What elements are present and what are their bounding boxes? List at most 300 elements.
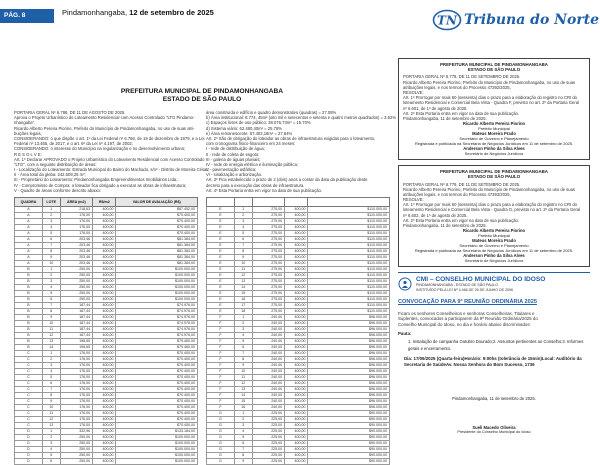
table-cell: $96.000,00 — [308, 333, 390, 339]
table-cell: 8 — [234, 357, 252, 363]
table-cell: 400,00 — [285, 369, 308, 375]
table-cell: 400,00 — [93, 267, 116, 273]
table-cell: 2 — [234, 417, 252, 423]
table-cell: E — [207, 207, 235, 213]
table-cell: 18 — [234, 309, 252, 315]
table-cell: 17 — [234, 303, 252, 309]
table-cell: 4 — [42, 225, 60, 231]
table-row — [207, 459, 390, 465]
table-cell: 240,00 — [252, 381, 285, 387]
table-cell: 187,44 — [60, 303, 93, 309]
table-cell: C — [15, 405, 43, 411]
table-cell: $70.400,00 — [116, 393, 198, 399]
table-cell: $87.452,00 — [116, 207, 198, 213]
table-cell: 250,00 — [60, 285, 93, 291]
table-cell: B — [15, 315, 43, 321]
table-cell: 8 — [42, 309, 60, 315]
table-cell: E — [207, 309, 235, 315]
table-cell: 176,00 — [60, 369, 93, 375]
table-cell: $110.000,00 — [308, 237, 390, 243]
table-cell: 400,00 — [285, 255, 308, 261]
table-cell: 400,00 — [285, 273, 308, 279]
table-cell: A — [15, 261, 43, 267]
table-cell: 240,00 — [252, 327, 285, 333]
table-cell: 400,00 — [285, 237, 308, 243]
table-cell: 8 — [234, 453, 252, 459]
table-cell: $110.000,00 — [308, 231, 390, 237]
table-cell: B — [15, 297, 43, 303]
table-cell: 400,00 — [285, 357, 308, 363]
table-cell: 9 — [234, 363, 252, 369]
table-cell: $100.000,00 — [116, 279, 198, 285]
table-cell: 250,00 — [60, 459, 93, 465]
table-cell: 400,00 — [93, 315, 116, 321]
lot-table-right — [206, 197, 390, 465]
table-cell: 275,00 — [252, 261, 285, 267]
table-cell: F — [207, 375, 235, 381]
table-cell: 275,00 — [252, 231, 285, 237]
table-cell: 275,00 — [252, 279, 285, 285]
text-line: I - rede de distribuição de água; — [206, 146, 265, 152]
table-cell: 11 — [42, 327, 60, 333]
cmi-header — [398, 272, 590, 292]
table-cell: 400,00 — [93, 339, 116, 345]
text-line: PORTARIA GERAL Nº 6.778, DE 11 DE SETEMBRO DE 2025. — [403, 74, 521, 80]
table-cell: E — [207, 237, 235, 243]
table-cell: 1 — [234, 411, 252, 417]
table-cell: 198,65 — [60, 345, 93, 351]
table-cell: $110.000,00 — [308, 249, 390, 255]
table-cell: $70.400,00 — [116, 369, 198, 375]
box1-title — [403, 62, 585, 72]
text-line: Art. 1º Declarar APROVADO o Projeto Urbanístico do Loteamento Residencial com Acesso Controlado — [14, 156, 205, 162]
table-cell: 176,00 — [60, 393, 93, 399]
table-cell: 400,00 — [93, 333, 116, 339]
table-cell: 400,00 — [93, 231, 116, 237]
table-cell: $81.384,00 — [116, 255, 198, 261]
table-cell: G — [207, 447, 235, 453]
table-cell: F — [207, 363, 235, 369]
table-cell: 400,00 — [285, 315, 308, 321]
table-cell: G — [207, 435, 235, 441]
table-cell: $110.000,00 — [308, 303, 390, 309]
table-cell: 7 — [234, 447, 252, 453]
table-cell: 10 — [42, 261, 60, 267]
table-cell: 400,00 — [285, 279, 308, 285]
table-cell: B — [15, 285, 43, 291]
table-cell: 176,00 — [60, 399, 93, 405]
table-cell: A — [15, 243, 43, 249]
table-cell: 400,00 — [93, 351, 116, 357]
table-cell: 13 — [234, 387, 252, 393]
table-cell: $96.000,00 — [308, 357, 390, 363]
box2-footer-role: Secretário de Negócios Jurídicos — [464, 258, 524, 264]
agenda-item: 2. Assuntos pertinentes ao Conselho; — [492, 338, 563, 344]
table-cell: 400,00 — [285, 363, 308, 369]
text-line: R E S O L V E: — [14, 151, 42, 157]
box1-footer-role: Secretário de Negócios Jurídicos — [464, 151, 524, 157]
table-cell: 1 — [234, 207, 252, 213]
table-cell: $74.976,00 — [116, 333, 198, 339]
table-cell: $110.000,00 — [308, 279, 390, 285]
table-cell: 176,00 — [60, 381, 93, 387]
table-cell: F — [207, 369, 235, 375]
box1-body — [403, 74, 585, 121]
table-cell: 275,00 — [252, 243, 285, 249]
meeting-line: Horário: 9:00hs (tolerância de 15min) — [464, 355, 542, 361]
table-cell: 1 — [42, 429, 60, 435]
table-cell: 400,00 — [93, 363, 116, 369]
table-cell: B — [15, 339, 43, 345]
table-cell: $96.000,00 — [308, 405, 390, 411]
table-cell: 2 — [234, 321, 252, 327]
table-cell: 400,00 — [93, 219, 116, 225]
box1-footer-signature: Anderson Pinho da Silva Alves — [463, 146, 525, 152]
table-cell: $74.976,00 — [116, 303, 198, 309]
table-cell: 240,00 — [252, 357, 285, 363]
table-cell: 15 — [234, 399, 252, 405]
table-cell: 6 — [42, 459, 60, 465]
table-cell: 400,00 — [93, 381, 116, 387]
table-cell: $96.000,00 — [308, 321, 390, 327]
table-cell: 7 — [234, 351, 252, 357]
text-line: V - Quadro de áreas conforme descrito abaixo: — [14, 187, 102, 193]
table-cell: A — [15, 231, 43, 237]
table-cell: 225,00 — [252, 447, 285, 453]
table-cell: 400,00 — [93, 303, 116, 309]
table-cell: 240,00 — [252, 351, 285, 357]
table-cell: $110.000,00 — [308, 285, 390, 291]
table-cell: 240,00 — [252, 315, 285, 321]
intro-text — [14, 110, 209, 193]
table-cell: $100.000,00 — [116, 459, 198, 465]
table-cell: 16 — [234, 297, 252, 303]
table-cell: 176,00 — [60, 417, 93, 423]
table-cell: 176,00 — [60, 405, 93, 411]
table-cell: 15 — [234, 291, 252, 297]
column-header: ÁREA (m2) — [60, 198, 93, 207]
table-cell: 3 — [234, 327, 252, 333]
table-cell: 3 — [42, 441, 60, 447]
table-cell: $96.000,00 — [308, 369, 390, 375]
table-cell: 400,00 — [285, 351, 308, 357]
table-cell: 250,00 — [60, 291, 93, 297]
table-cell: 3 — [234, 219, 252, 225]
table-cell: $96.000,00 — [308, 339, 390, 345]
text-line: c) Espaços livres de uso público: 38.076,73m² = 15.70% — [206, 120, 311, 126]
text-line: Art. 2º Esta Portaria entra em vigor na data de sua publicação. — [403, 217, 520, 223]
table-cell: E — [207, 225, 235, 231]
box2-title-line2: ESTADO DE SÃO PAULO — [467, 174, 521, 180]
table-cell: $90.000,00 — [308, 435, 390, 441]
table-cell: 225,00 — [252, 423, 285, 429]
table-cell: B — [15, 321, 43, 327]
table-cell: E — [207, 279, 235, 285]
table-cell: 400,00 — [285, 297, 308, 303]
right-column — [398, 58, 590, 434]
text-line: b) Área institucional: 8.774, 45m² (oito mil e setecentos e setenta e quatro metros quadrados) = 3.62% — [206, 115, 397, 121]
table-cell: 400,00 — [285, 411, 308, 417]
portaria-box-2 — [398, 165, 590, 267]
table-cell: F — [207, 345, 235, 351]
svg-text:TN: TN — [437, 13, 457, 28]
text-line: III - Proprietário do Loteamento: Pindamonhangaba Empreendimentos Imobiliários Ltda.; — [14, 177, 179, 183]
table-cell: 8 — [234, 249, 252, 255]
table-cell: 250,00 — [60, 279, 93, 285]
table-cell: 400,00 — [93, 411, 116, 417]
table-cell: $96.000,00 — [308, 399, 390, 405]
signature-role: Secretário de Governo e Planejamento — [459, 136, 529, 142]
table-cell: 176,00 — [60, 351, 93, 357]
table-cell: 400,00 — [93, 225, 116, 231]
table-cell: 400,00 — [93, 417, 116, 423]
convocation-title: CONVOCAÇÃO PARA 9ª REUNIÃO ORDINÁRIA 2025 — [398, 299, 537, 306]
table-cell: G — [207, 411, 235, 417]
table-cell: 275,00 — [252, 237, 285, 243]
table-cell: 176,00 — [60, 213, 93, 219]
table-cell: 225,00 — [252, 411, 285, 417]
table-cell: F — [207, 405, 235, 411]
table-cell: 400,00 — [285, 261, 308, 267]
table-cell: 250,00 — [60, 297, 93, 303]
table-cell: 12 — [234, 381, 252, 387]
table-cell: 13 — [42, 339, 60, 345]
table-cell: $96.000,00 — [308, 393, 390, 399]
table-cell: $110.000,00 — [308, 225, 390, 231]
cmi-law: INSTITUÍDO PELA LEI Nº 4.466 DE 26 DE JUNHO DE 2006 — [416, 287, 513, 292]
table-cell: F — [207, 321, 235, 327]
table-cell: 9 — [42, 315, 60, 321]
table-cell: 11 — [42, 411, 60, 417]
table-cell: A — [15, 213, 43, 219]
table-cell: $70.400,00 — [116, 405, 198, 411]
table-cell: $96.000,00 — [308, 363, 390, 369]
portaria-box-1 — [398, 58, 590, 160]
table-cell: 14 — [234, 393, 252, 399]
table-cell: $74.976,00 — [116, 309, 198, 315]
table-cell: 240,00 — [252, 369, 285, 375]
table-cell: 9 — [234, 255, 252, 261]
table-cell: 10 — [234, 261, 252, 267]
table-cell: $70.400,00 — [116, 417, 198, 423]
table-cell: $70.400,00 — [116, 423, 198, 429]
table-cell: A — [15, 249, 43, 255]
text-line: III - galeria de águas pluviais; — [206, 156, 261, 162]
table-cell: 400,00 — [285, 309, 308, 315]
table-cell: 13 — [42, 423, 60, 429]
table-cell: 400,00 — [285, 291, 308, 297]
table-cell: 400,00 — [93, 369, 116, 375]
table-cell: 5 — [42, 375, 60, 381]
table-cell: 275,00 — [252, 213, 285, 219]
table-cell: 203,46 — [60, 261, 93, 267]
table-cell: 400,00 — [285, 447, 308, 453]
table-cell: C — [15, 351, 43, 357]
signature-name: Mateus Moreira Prado — [472, 131, 516, 137]
table-cell: 187,44 — [60, 333, 93, 339]
text-line: II - rede de coleta de esgoto; — [206, 151, 260, 157]
text-line: RESOLVE: — [403, 197, 424, 203]
table-cell: 240,00 — [252, 345, 285, 351]
table-cell: $133.184,00 — [116, 429, 198, 435]
table-cell: 176,00 — [60, 363, 93, 369]
box2-title — [403, 169, 585, 179]
table-cell: 3 — [42, 219, 60, 225]
cmi-subtitle: PINDAMONHANGABA - ESTADO DE SÃO PAULO — [416, 283, 498, 288]
table-cell: 400,00 — [285, 267, 308, 273]
table-cell: $110.000,00 — [308, 243, 390, 249]
page-header — [0, 0, 600, 40]
table-cell: 400,00 — [93, 375, 116, 381]
table-cell: A — [15, 255, 43, 261]
table-cell: C — [15, 375, 43, 381]
text-line: "LTG", com a seguinte distribuição de áreas: — [14, 161, 97, 167]
table-cell: F — [207, 315, 235, 321]
table-cell: 400,00 — [93, 399, 116, 405]
table-cell: $81.384,00 — [116, 243, 198, 249]
table-cell: 1 — [42, 267, 60, 273]
table-cell: 198,65 — [60, 339, 93, 345]
table-cell: 6 — [234, 441, 252, 447]
table-cell: 2 — [234, 213, 252, 219]
table-cell: 1 — [42, 351, 60, 357]
table-cell: $70.400,00 — [116, 411, 198, 417]
table-cell: F — [207, 339, 235, 345]
table-cell: 250,00 — [60, 447, 93, 453]
text-line: Suplentes, convocados a participarem da 9ª Reunião Ordinária/2025 do — [398, 316, 538, 322]
table-row — [15, 459, 198, 465]
table-cell: E — [207, 249, 235, 255]
header-dateline — [62, 8, 214, 17]
table-cell: F — [207, 351, 235, 357]
text-line: Ricardo Alberto Pereira Piorino, Prefeito do Município de Pindamonhangaba, no uso de suas — [403, 186, 576, 192]
text-line: IV - rede de energia elétrica e iluminação pública; — [206, 161, 298, 167]
table-cell: 203,46 — [60, 249, 93, 255]
table-cell: F — [207, 393, 235, 399]
table-cell: 400,00 — [285, 327, 308, 333]
table-cell: B — [15, 327, 43, 333]
president-role: Presidente do Conselho Municipal do Idoso — [457, 429, 531, 434]
agenda-label: Pauta: — [398, 330, 412, 336]
table-cell: G — [207, 423, 235, 429]
text-line: Art. 1º Prorrogar por mais 60 (sessenta) dias o prazo para a elaboração do registro no CRI do — [403, 202, 578, 208]
table-cell: 6 — [42, 381, 60, 387]
table-cell: $90.000,00 — [308, 417, 390, 423]
table-cell: E — [207, 219, 235, 225]
table-cell: B — [15, 267, 43, 273]
table-cell: E — [207, 297, 235, 303]
table-cell: $90.000,00 — [308, 459, 390, 465]
table-cell: 400,00 — [93, 387, 116, 393]
table-cell: 400,00 — [93, 429, 116, 435]
table-cell: 225,00 — [252, 459, 285, 465]
table-cell: $70.400,00 — [116, 375, 198, 381]
table-cell: 400,00 — [93, 453, 116, 459]
table-cell: C — [15, 417, 43, 423]
table-cell: $90.000,00 — [308, 441, 390, 447]
table-cell: $110.000,00 — [308, 267, 390, 273]
table-cell: B — [15, 273, 43, 279]
table-cell: 16 — [234, 405, 252, 411]
table-cell: C — [15, 369, 43, 375]
table-cell: 8 — [42, 249, 60, 255]
table-cell: 6 — [234, 345, 252, 351]
table-cell: $90.000,00 — [308, 447, 390, 453]
table-cell: $90.000,00 — [308, 411, 390, 417]
table-cell: 14 — [234, 285, 252, 291]
table-cell: 400,00 — [285, 399, 308, 405]
table-cell: C — [15, 387, 43, 393]
main-text-columns — [14, 110, 397, 193]
table-cell: A — [15, 225, 43, 231]
main-title-line2: ESTADO DE SÃO PAULO — [162, 96, 242, 103]
table-cell: 275,00 — [252, 303, 285, 309]
table-cell: 240,00 — [252, 393, 285, 399]
table-cell: 275,00 — [252, 207, 285, 213]
text-line: atribuições legais, e nos termos do Processo 47393/2025, — [403, 191, 511, 197]
table-cell: $81.384,00 — [116, 261, 198, 267]
table-cell: F — [207, 333, 235, 339]
text-line: Ficam os senhores Conselheiros e senhoras Conselheiras, Titulares e — [398, 311, 535, 317]
table-cell: C — [15, 399, 43, 405]
agenda-item: 3. Informes gerais e encerramento. — [408, 338, 584, 351]
table-cell: 400,00 — [285, 225, 308, 231]
text-line: Art. 2º Esta Portaria entra em vigor na data de sua publicação. — [403, 110, 520, 116]
signature-role: Prefeito Municipal — [478, 233, 510, 239]
main-title-line1: PREFEITURA MUNICIPAL DE PINDAMONHANGABA — [120, 88, 284, 95]
table-cell: $81.384,00 — [116, 237, 198, 243]
table-cell: 203,46 — [60, 243, 93, 249]
table-cell: 225,00 — [252, 429, 285, 435]
table-cell: 218,63 — [60, 207, 93, 213]
table-cell: 400,00 — [93, 435, 116, 441]
table-cell: 225,00 — [252, 417, 285, 423]
text-line: Pindamonhangaba, 11 de setembro de 2025. — [403, 223, 487, 228]
text-line: nº 6.601, de 1º de agosto de 2025. — [403, 105, 468, 111]
table-cell: 176,00 — [60, 387, 93, 393]
table-cell: 400,00 — [285, 423, 308, 429]
table-cell: 11 — [234, 267, 252, 273]
table-cell: 187,44 — [60, 309, 93, 315]
table-cell: 9 — [234, 459, 252, 465]
table-cell: G — [207, 441, 235, 447]
table-cell: 400,00 — [285, 231, 308, 237]
signature-name: Ricardo Alberto Pereira Piorino — [462, 228, 526, 234]
header-date: 12 de setembro de 2025 — [129, 8, 214, 17]
table-cell: 400,00 — [93, 357, 116, 363]
lot-tables — [14, 197, 390, 465]
newspaper-name: Tribuna do Norte — [464, 12, 600, 28]
table-cell: 2 — [42, 273, 60, 279]
table-cell: 250,00 — [60, 441, 93, 447]
text-line: nº 6.602, de 1º de agosto de 2025. — [403, 212, 468, 218]
table-cell: 400,00 — [93, 393, 116, 399]
table-cell: B — [15, 279, 43, 285]
place-date: Pindamonhangaba, 11 de setembro de 2025. — [452, 395, 536, 401]
table-cell: $96.000,00 — [308, 327, 390, 333]
table-cell: 275,00 — [252, 309, 285, 315]
table-cell: 187,44 — [60, 321, 93, 327]
table-cell: G — [207, 453, 235, 459]
table-cell: 332,96 — [60, 429, 93, 435]
table-cell: 7 — [42, 387, 60, 393]
text-line: V - pavimentação asfáltica; — [206, 167, 257, 173]
table-cell: 400,00 — [285, 381, 308, 387]
table-cell: 10 — [42, 405, 60, 411]
table-cell: $110.000,00 — [308, 261, 390, 267]
table-cell: $96.000,00 — [308, 381, 390, 387]
table-cell: 400,00 — [93, 291, 116, 297]
